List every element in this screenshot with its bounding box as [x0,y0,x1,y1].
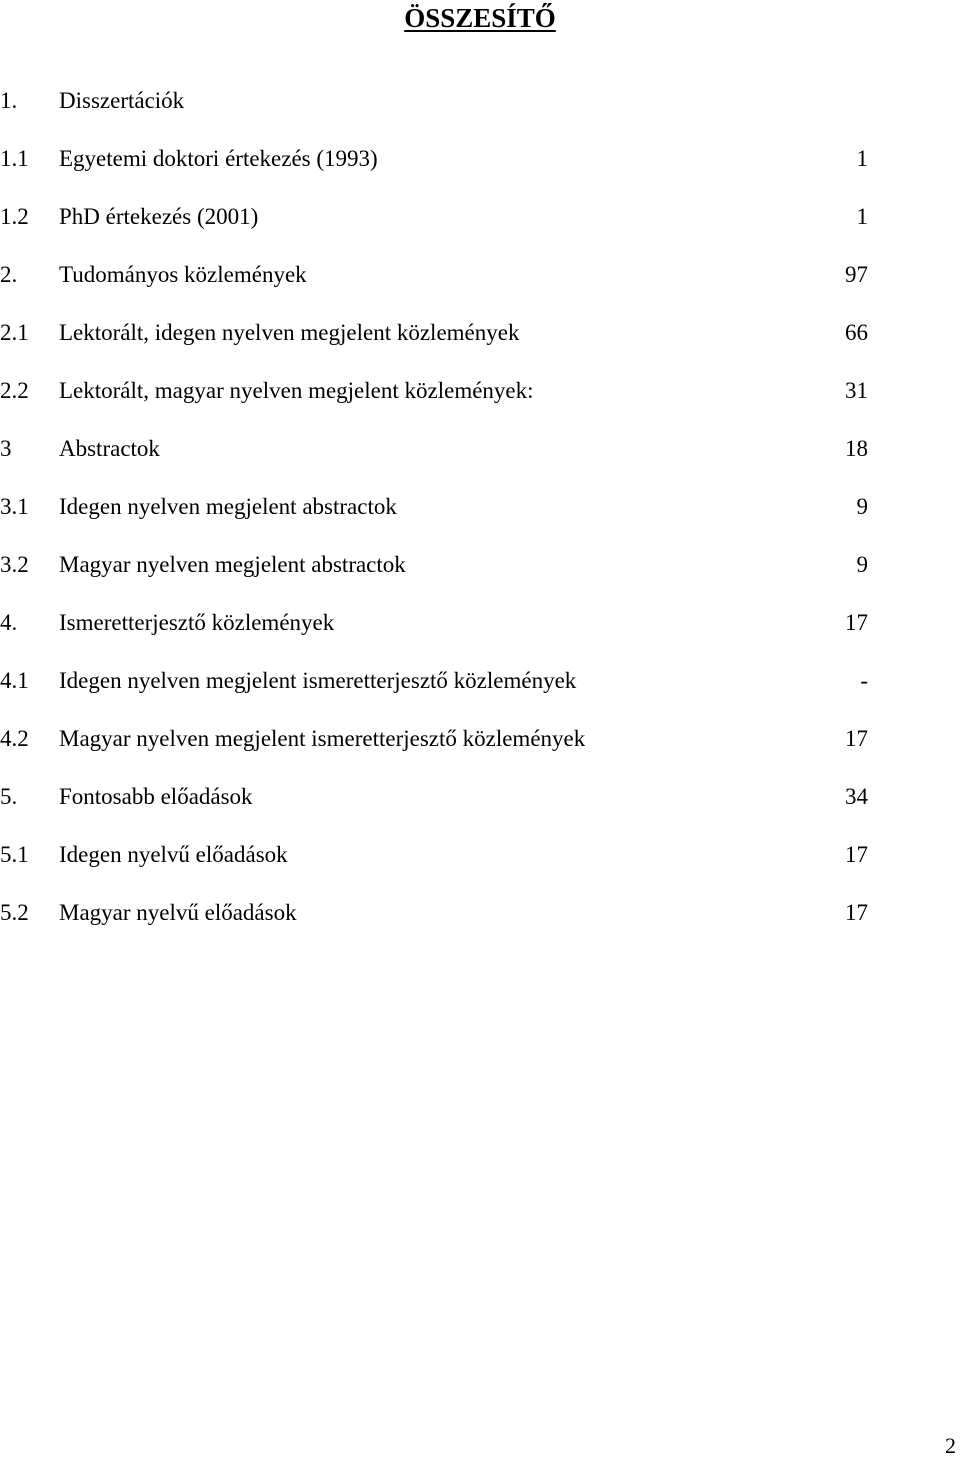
section-count: 18 [845,436,868,461]
section-count: 9 [856,552,868,577]
section-number: 1.1 [0,146,29,171]
section-count: 9 [856,494,868,519]
section-number: 5.2 [0,900,29,925]
summary-row [0,72,960,130]
section-number: 5. [0,784,18,809]
section-number: 3.1 [0,494,29,519]
section-count: 31 [845,378,868,403]
section-number: 1.2 [0,204,29,229]
section-label: Abstractok [59,436,160,461]
section-number: 5.1 [0,842,29,867]
page-number: 2 [945,1433,956,1458]
section-number: 3.2 [0,552,29,577]
section-number: 2.2 [0,378,29,403]
section-count: 1 [856,204,868,229]
section-count: 17 [845,900,868,925]
section-number: 4. [0,610,18,635]
section-label: Magyar nyelvű előadások [59,900,297,925]
summary-row [0,188,960,246]
summary-row [0,826,960,884]
summary-row [0,478,960,536]
section-number: 1. [0,88,18,113]
section-count: 34 [845,784,868,809]
page-title: ÖSSZESÍTŐ [404,3,556,33]
summary-row [0,710,960,768]
section-number: 4.1 [0,668,29,693]
section-count: 17 [845,610,868,635]
section-count: 66 [845,320,868,345]
summary-row [0,652,960,710]
section-number: 2. [0,262,18,287]
section-label: Idegen nyelvű előadások [59,842,288,867]
section-label: Idegen nyelven megjelent ismeretterjesztő közlemények [59,668,577,693]
section-label: Egyetemi doktori értekezés (1993) [59,146,378,171]
section-number: 4.2 [0,726,29,751]
summary-row [0,304,960,362]
section-count: 17 [845,726,868,751]
summary-row [0,884,960,942]
section-label: Ismeretterjesztő közlemények [59,610,335,635]
summary-row [0,420,960,478]
summary-row [0,594,960,652]
section-count: - [860,668,868,693]
section-count: 1 [856,146,868,171]
summary-row [0,130,960,188]
section-label: Lektorált, magyar nyelven megjelent közlemények: [59,378,534,403]
section-count: 97 [845,262,868,287]
section-label: Disszertációk [59,88,185,113]
section-label: Tudományos közlemények [59,262,307,287]
section-number: 3 [0,436,12,461]
section-label: PhD értekezés (2001) [59,204,259,229]
summary-row [0,246,960,304]
section-count: 17 [845,842,868,867]
summary-list [0,72,960,942]
section-label: Magyar nyelven megjelent ismeretterjesztő közlemények [59,726,586,751]
section-label: Lektorált, idegen nyelven megjelent közlemények [59,320,520,345]
section-label: Magyar nyelven megjelent abstractok [59,552,406,577]
section-label: Fontosabb előadások [59,784,253,809]
summary-row [0,536,960,594]
summary-row [0,768,960,826]
section-label: Idegen nyelven megjelent abstractok [59,494,397,519]
summary-row [0,362,960,420]
section-number: 2.1 [0,320,29,345]
